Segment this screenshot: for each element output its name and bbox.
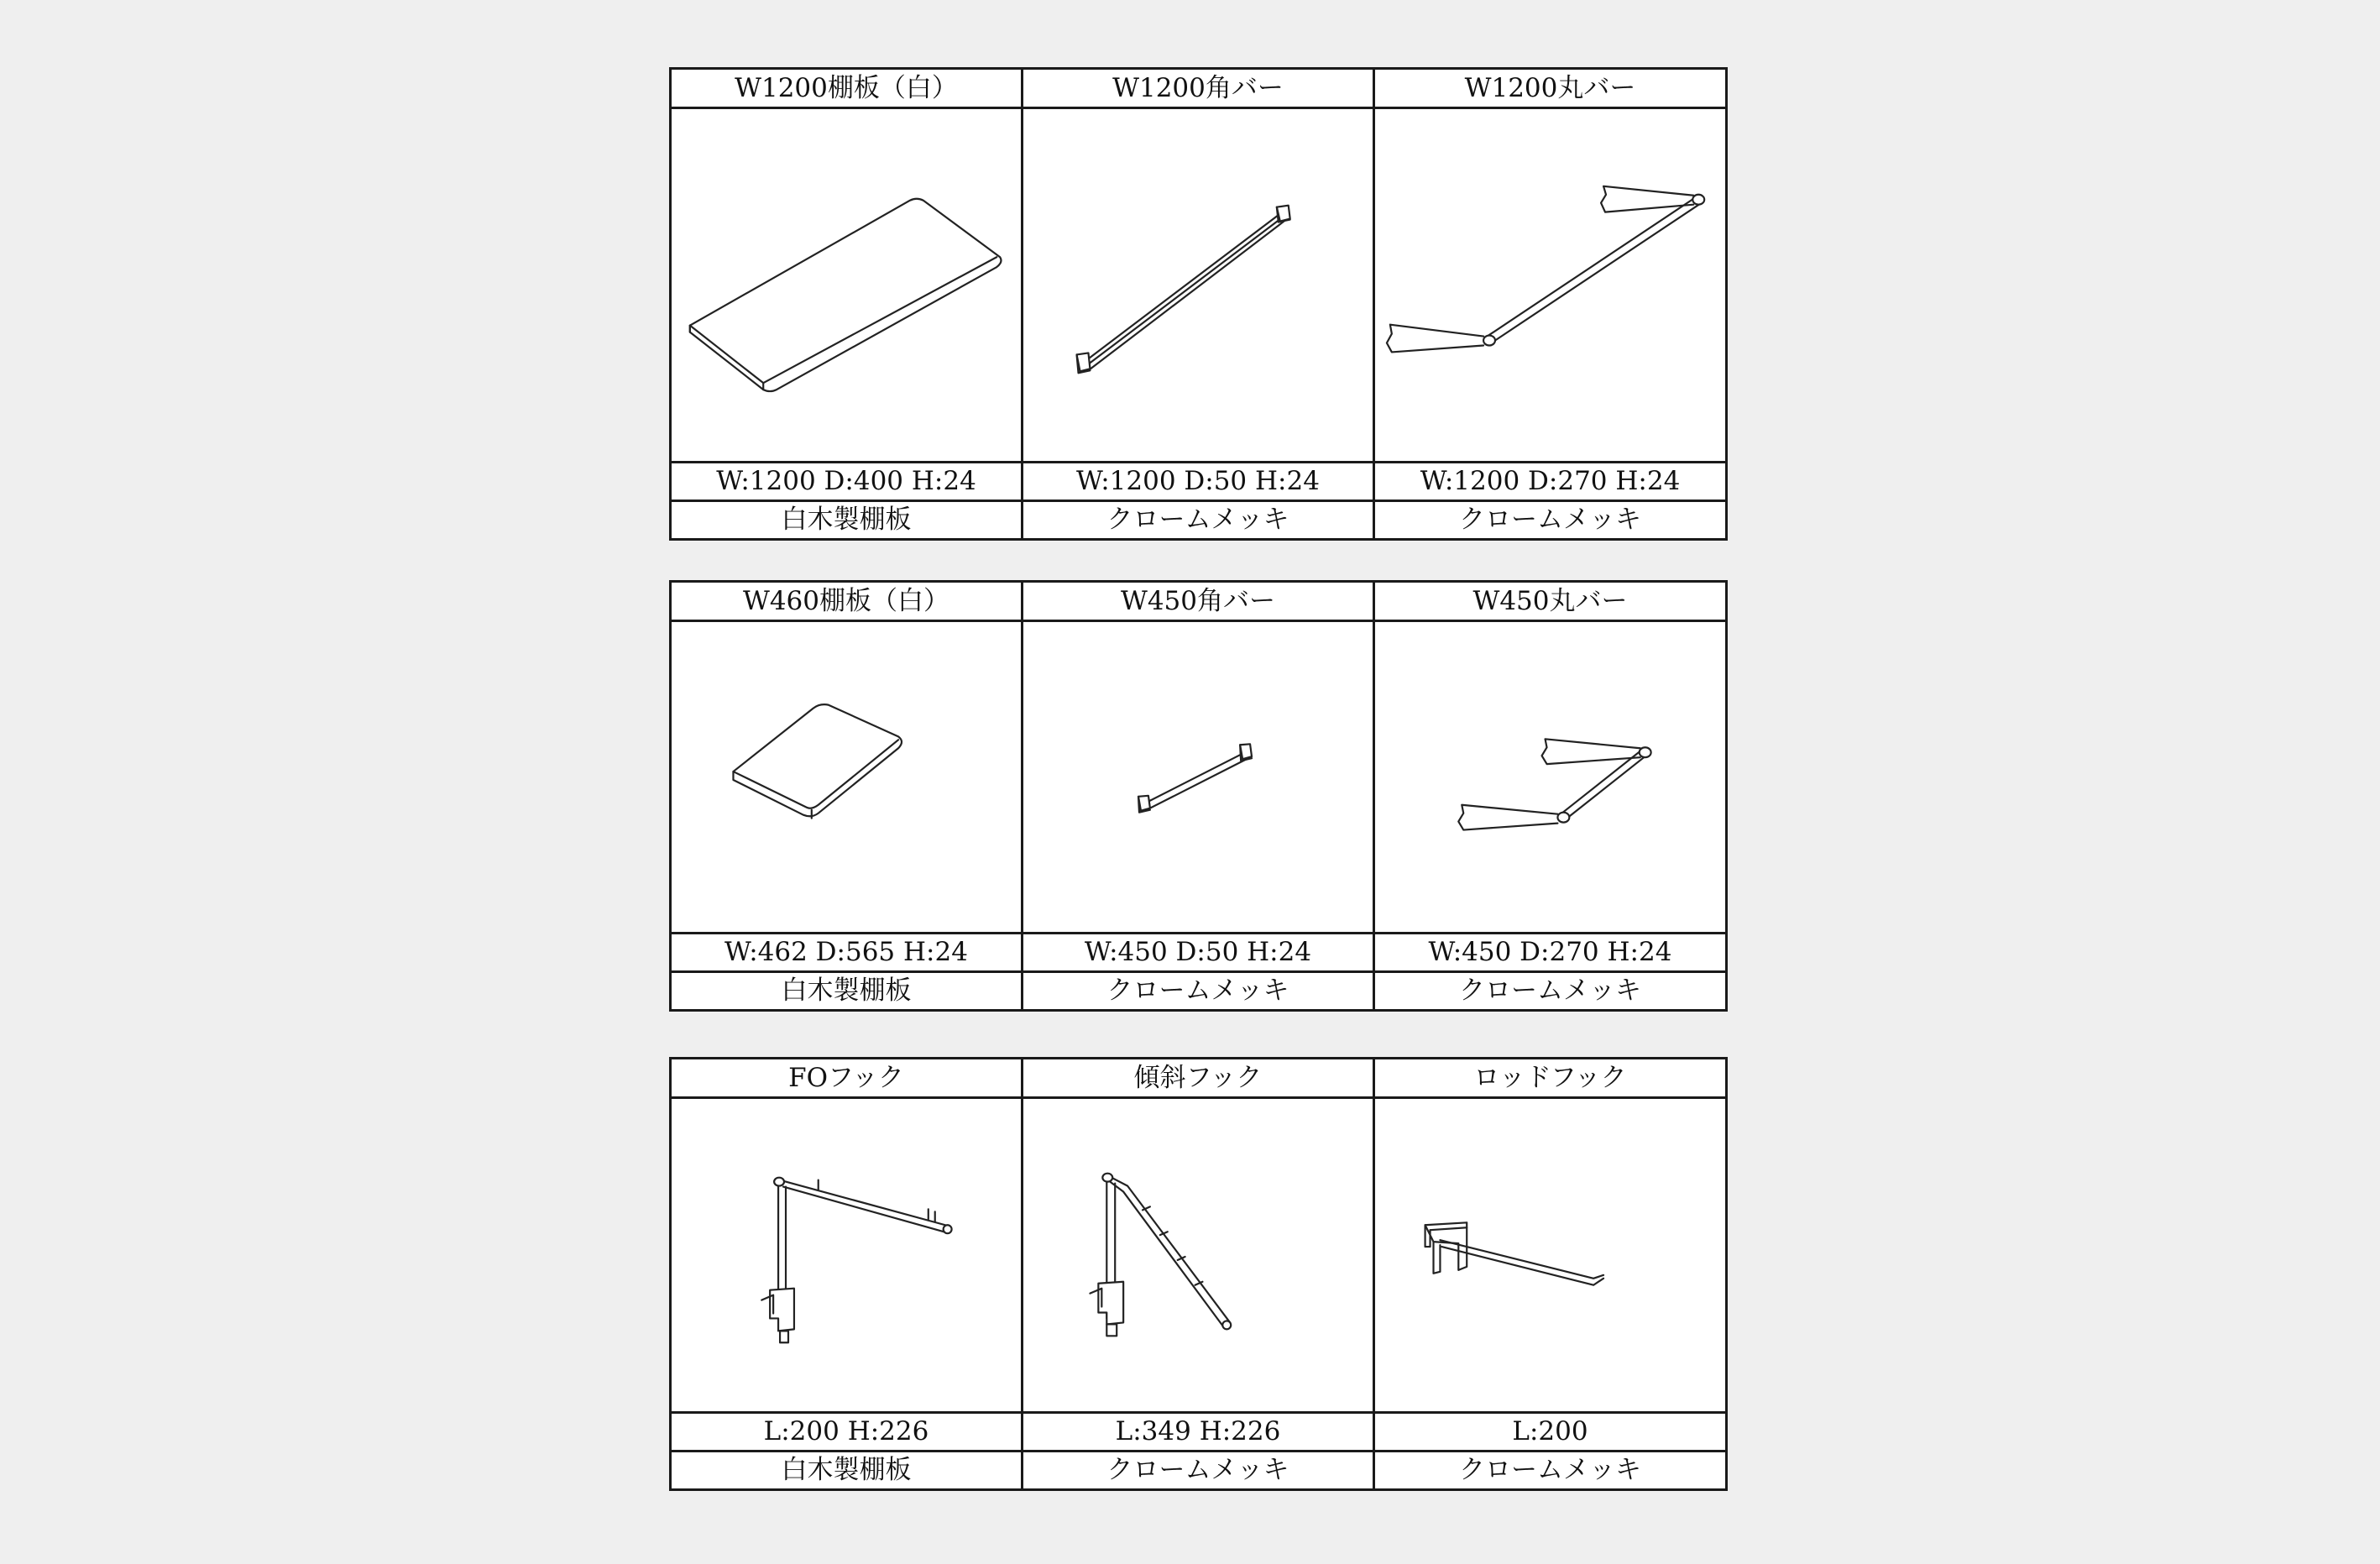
product-image-cell [1023, 108, 1374, 463]
product-name: W460棚板（白） [671, 582, 1023, 621]
product-image-cell [671, 1098, 1023, 1413]
round-bar-long-icon [1375, 109, 1725, 461]
rod-hook-icon [1375, 1099, 1725, 1411]
product-dimensions: W:450 D:270 H:24 [1374, 934, 1727, 972]
product-dimensions: L:349 H:226 [1023, 1413, 1374, 1452]
shelf-board-short-icon [672, 622, 1021, 932]
product-table-450 [669, 580, 1728, 1012]
slope-hook-icon [1023, 1099, 1373, 1411]
product-dimensions: W:450 D:50 H:24 [1023, 934, 1374, 972]
product-image-cell [1023, 621, 1374, 934]
product-name: W1200角バー [1023, 69, 1374, 108]
shelf-board-long-icon [672, 109, 1021, 461]
product-material: 白木製棚板 [671, 972, 1023, 1011]
product-image-cell [1023, 1098, 1374, 1413]
product-material: 白木製棚板 [671, 1452, 1023, 1490]
product-dimensions: L:200 [1374, 1413, 1727, 1452]
product-dimensions: W:1200 D:50 H:24 [1023, 463, 1374, 501]
product-material: クロームメッキ [1023, 1452, 1374, 1490]
product-dimensions: W:1200 D:400 H:24 [671, 463, 1023, 501]
square-bar-short-icon [1023, 622, 1373, 932]
product-name: W450角バー [1023, 582, 1374, 621]
product-name: ロッドフック [1374, 1059, 1727, 1098]
product-image-cell [1374, 1098, 1727, 1413]
product-name: 傾斜フック [1023, 1059, 1374, 1098]
product-material: クロームメッキ [1374, 501, 1727, 540]
product-table-1200 [669, 67, 1728, 541]
product-image-cell [1374, 621, 1727, 934]
square-bar-long-icon [1023, 109, 1373, 461]
product-material: クロームメッキ [1023, 972, 1374, 1011]
round-bar-short-icon [1375, 622, 1725, 932]
product-image-cell [1374, 108, 1727, 463]
product-material: クロームメッキ [1374, 1452, 1727, 1490]
product-material: 白木製棚板 [671, 501, 1023, 540]
product-dimensions: L:200 H:226 [671, 1413, 1023, 1452]
product-name: W450丸バー [1374, 582, 1727, 621]
product-table-hooks [669, 1057, 1728, 1491]
product-dimensions: W:462 D:565 H:24 [671, 934, 1023, 972]
product-material: クロームメッキ [1023, 501, 1374, 540]
product-name: W1200棚板（白） [671, 69, 1023, 108]
product-dimensions: W:1200 D:270 H:24 [1374, 463, 1727, 501]
product-name: FOフック [671, 1059, 1023, 1098]
product-name: W1200丸バー [1374, 69, 1727, 108]
product-material: クロームメッキ [1374, 972, 1727, 1011]
product-image-cell [671, 108, 1023, 463]
fo-hook-icon [672, 1099, 1021, 1411]
product-image-cell [671, 621, 1023, 934]
